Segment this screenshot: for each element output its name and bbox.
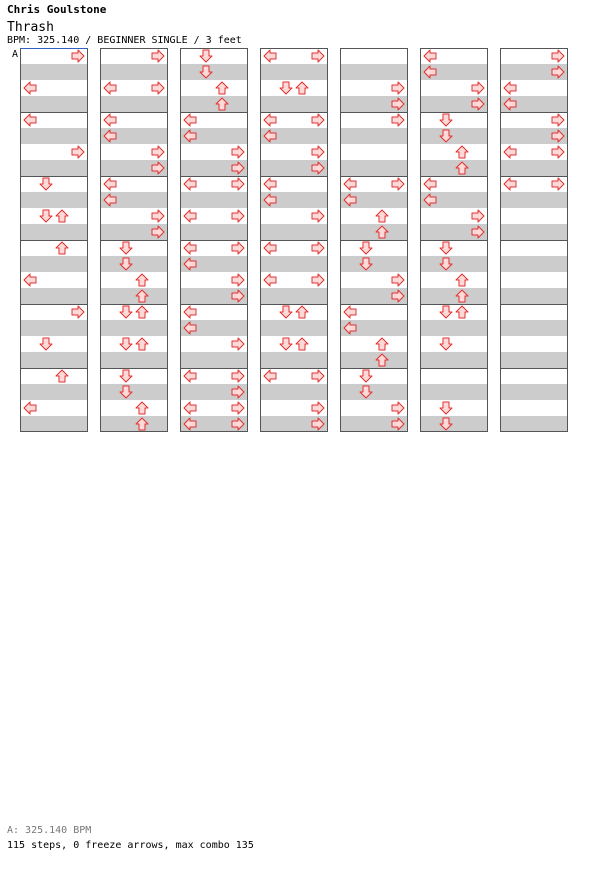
chart-info: BPM: 325.140 / BEGINNER SINGLE / 3 feet [7, 35, 242, 46]
beat-stripe [340, 64, 408, 80]
beat-stripe [260, 320, 328, 336]
beat-stripe [20, 96, 88, 112]
beat-stripe [100, 288, 168, 304]
beat-stripe [420, 256, 488, 272]
beat-stripe [20, 320, 88, 336]
beat-stripe [340, 160, 408, 176]
song-title: Thrash [7, 20, 54, 35]
beat-stripe [20, 128, 88, 144]
beat-stripe [20, 416, 88, 432]
beat-stripe [500, 352, 568, 368]
step-summary: 115 steps, 0 freeze arrows, max combo 135 [7, 840, 254, 851]
beat-stripe [340, 384, 408, 400]
beat-stripe [180, 96, 248, 112]
beat-stripe [420, 352, 488, 368]
beat-stripe [180, 64, 248, 80]
beat-stripe [340, 352, 408, 368]
beat-stripe [180, 224, 248, 240]
beat-stripe [420, 160, 488, 176]
beat-stripe [20, 224, 88, 240]
beat-stripe [20, 352, 88, 368]
beat-stripe [420, 320, 488, 336]
beat-stripe [420, 128, 488, 144]
beat-stripe [20, 64, 88, 80]
beat-stripe [100, 256, 168, 272]
beat-stripe [260, 256, 328, 272]
song-artist: Chris Goulstone [7, 3, 107, 16]
beat-stripe [20, 384, 88, 400]
beat-stripe [100, 352, 168, 368]
beat-stripe [20, 192, 88, 208]
beat-stripe [20, 256, 88, 272]
beat-stripe [420, 288, 488, 304]
beat-stripe [260, 96, 328, 112]
beat-stripe [500, 224, 568, 240]
beat-stripe [340, 224, 408, 240]
beat-stripe [260, 352, 328, 368]
beat-stripe [100, 96, 168, 112]
beat-stripe [20, 160, 88, 176]
beat-stripe [100, 416, 168, 432]
beat-stripe [260, 288, 328, 304]
beat-stripe [180, 352, 248, 368]
beat-stripe [100, 384, 168, 400]
beat-stripe [500, 384, 568, 400]
beat-stripe [20, 288, 88, 304]
bpm-legend: A: 325.140 BPM [7, 825, 92, 836]
beat-stripe [500, 160, 568, 176]
beat-stripe [260, 384, 328, 400]
beat-stripe [260, 64, 328, 80]
beat-stripe [100, 64, 168, 80]
beat-stripe [500, 192, 568, 208]
beat-stripe [500, 416, 568, 432]
beat-stripe [340, 256, 408, 272]
beat-stripe [420, 416, 488, 432]
beat-stripe [100, 320, 168, 336]
bpm-marker-label: A [12, 49, 19, 60]
beat-stripe [500, 256, 568, 272]
beat-stripe [180, 192, 248, 208]
beat-stripe [500, 320, 568, 336]
beat-stripe [500, 288, 568, 304]
beat-stripe [340, 128, 408, 144]
beat-stripe [420, 384, 488, 400]
beat-stripe [260, 224, 328, 240]
